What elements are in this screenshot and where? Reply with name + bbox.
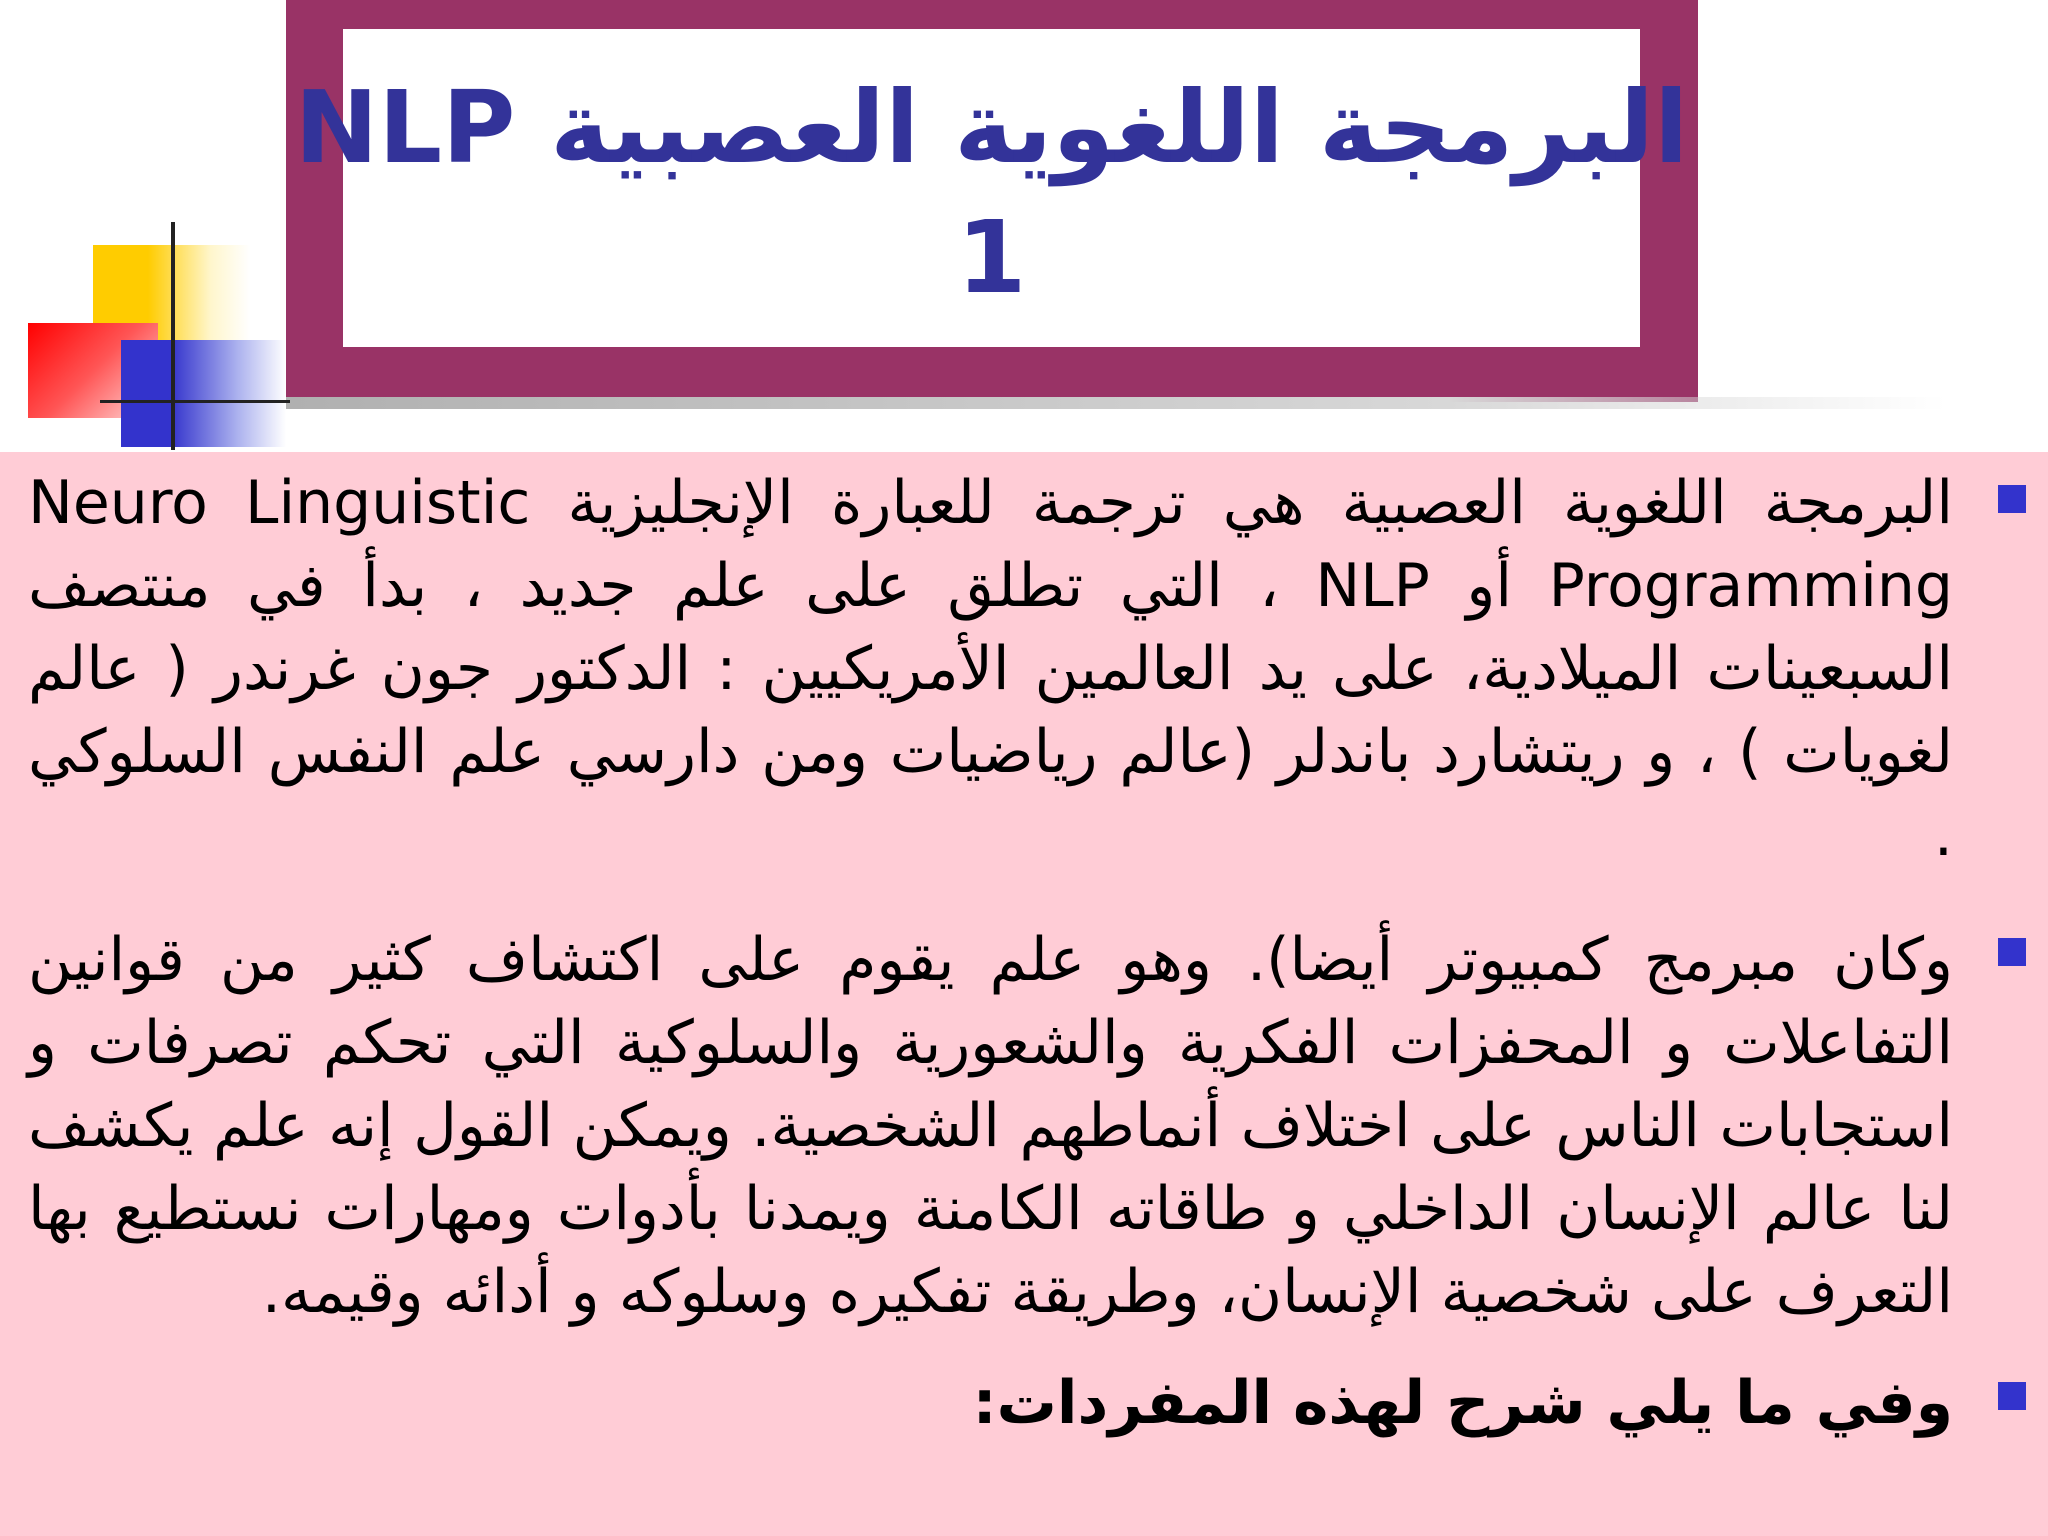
- decor-blue-square: [121, 340, 286, 447]
- decor-horizontal-line: [100, 400, 290, 403]
- title-divider: [286, 397, 1946, 409]
- bullet-text-2: وكان مبرمج كمبيوتر أيضا). وهو علم يقوم على اكتشاف كثير من قوانين التفاعلات و المحفزات الفكرية والشعورية والسلوكية التي تحكم تصرفات و استجابات الناس على اختلاف أنماطهم الشخصية. ويمكن القول إنه علم يكشف لنا عالم الإنسان الداخلي و طاقاته الكامنة ويمدنا بأدوات ومهارات نستطيع بها التعرف على شخصية الإنسان، وطريقة تفكيره وسلوكه و أدائه وقيمه.: [28, 925, 1953, 1327]
- bullet-text-3: وفي ما يلي شرح لهذه المفردات:: [972, 1368, 1953, 1438]
- decor-vertical-line: [171, 222, 175, 450]
- bullet-icon: [1998, 485, 2026, 513]
- title-box: [294, 29, 1689, 347]
- slide-number: 1: [956, 199, 1027, 316]
- bullet-icon: [1998, 1382, 2026, 1410]
- bullet-icon: [1998, 938, 2026, 966]
- bullet-text-1: البرمجة اللغوية العصبية هي ترجمة للعبارة الإنجليزية Neuro Linguistic Programming أو NLP ، التي تطلق على علم جديد ، بدأ في منتصف السبعينات الميلادية، على يد العالمين الأمريكيين : الدكتور جون غرندر ( عالم لغويات ) ، و ريتشارد باندلر (عالم رياضيات ومن دارسي علم النفس السلوكي .: [28, 468, 1953, 870]
- slide-title: البرمجة اللغوية العصبية NLP: [294, 69, 1689, 186]
